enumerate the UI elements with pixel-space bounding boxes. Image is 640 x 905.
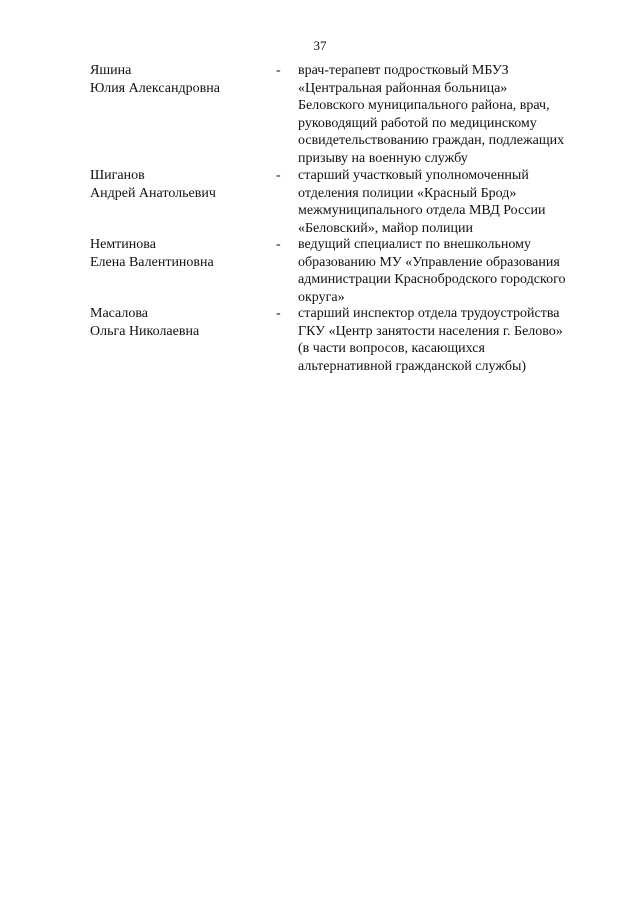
member-name [90, 62, 270, 97]
position-line: межмуниципального отдела МВД России [298, 203, 546, 218]
member-position [298, 305, 598, 375]
position-line: Беловского муниципального района, врач, [298, 98, 550, 113]
position-line: ведущий специалист по внешкольному [298, 237, 531, 252]
position-line: ГКУ «Центр занятости населения г. Белово» [298, 323, 563, 339]
member-position [298, 62, 598, 167]
member-name [90, 236, 270, 271]
page-number: 37 [313, 38, 327, 53]
member-position [298, 236, 598, 306]
position-line: руководящий работой по медицинскому [298, 115, 537, 131]
member-given-names: Ольга Николаевна [90, 323, 200, 339]
position-line: освидетельствованию граждан, подлежащих [298, 133, 565, 148]
position-line: «Беловский», майор полиции [298, 220, 473, 236]
position-line: врач-терапевт подростковый МБУЗ [298, 63, 509, 78]
position-line: образованию МУ «Управление образования [298, 254, 560, 270]
position-line: (в части вопросов, касающихся [298, 341, 485, 356]
position-line: старший инспектор отдела трудоустройства [298, 306, 560, 321]
position-line: отделения полиции «Красный Брод» [298, 185, 517, 201]
position-line: альтернативной гражданской службы) [298, 358, 527, 374]
position-line: призыву на военную службу [298, 150, 468, 166]
position-line: старший участковый уполномоченный [298, 168, 529, 183]
position-line: округа» [298, 289, 345, 305]
member-surname: Яшина [90, 63, 132, 78]
separator-dash: - [276, 306, 281, 321]
member-given-names: Андрей Анатольевич [90, 185, 216, 201]
separator-dash: - [276, 237, 281, 252]
member-name [90, 305, 270, 340]
member-given-names: Юлия Александровна [90, 80, 220, 96]
member-given-names: Елена Валентиновна [90, 254, 214, 270]
member-surname: Масалова [90, 306, 149, 321]
member-position [298, 167, 598, 237]
separator-dash: - [276, 63, 281, 78]
member-surname: Шиганов [90, 168, 145, 183]
member-name [90, 167, 270, 202]
position-line: администрации Краснобродского городского [298, 272, 566, 287]
separator-dash: - [276, 168, 281, 183]
position-line: «Центральная районная больница» [298, 80, 508, 96]
member-surname: Немтинова [90, 237, 156, 252]
